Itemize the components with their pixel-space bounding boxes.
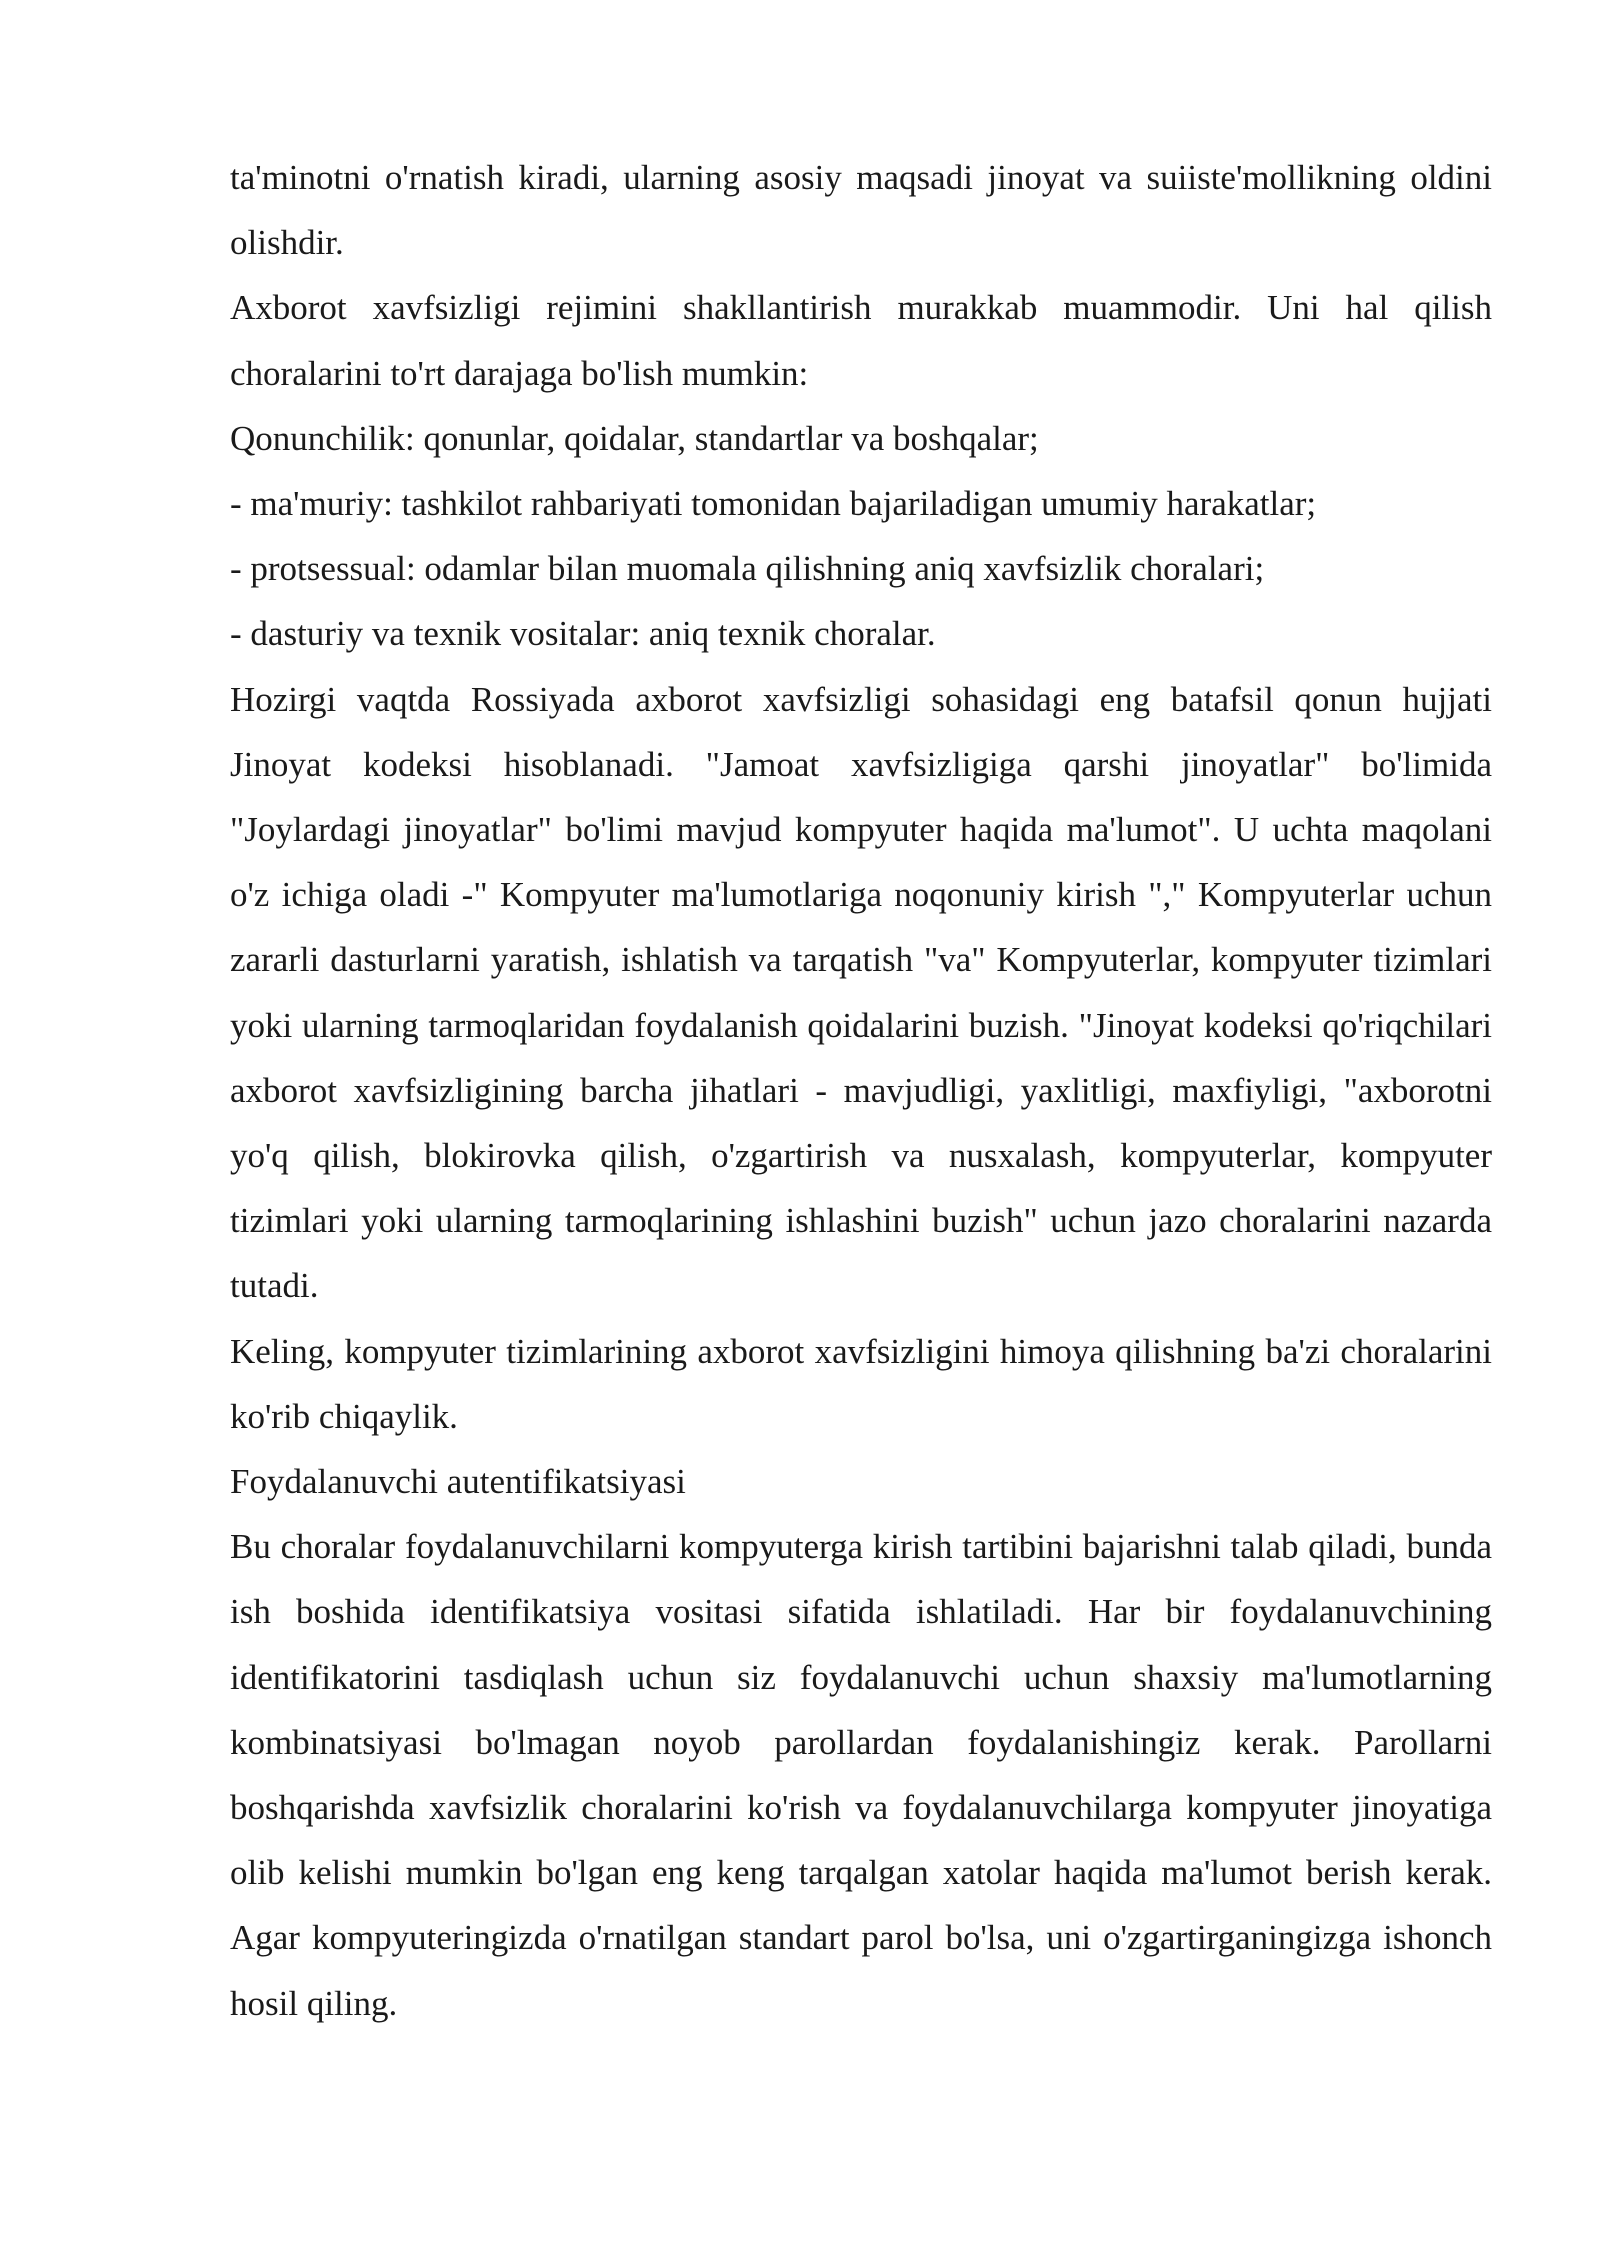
paragraph-security-regime: Axborot xavfsizligi rejimini shakllantirish murakkab muammodir. Uni hal qilish choralarini to'rt darajaga bo'lish mumkin: xyxy=(230,288,1492,393)
paragraph-intro-continuation: ta'minotni o'rnatish kiradi, ularning asosiy maqsadi jinoyat va suiiste'mollikning oldini olishdir. xyxy=(230,158,1492,263)
section-heading-user-authentication: Foydalanuvchi autentifikatsiyasi xyxy=(230,1462,686,1502)
document-page xyxy=(230,145,1492,2036)
list-item-procedural: - protsessual: odamlar bilan muomala qilishning aniq xavfsizlik choralari; xyxy=(230,549,1265,589)
list-item-software-technical: - dasturiy va texnik vositalar: aniq texnik choralar. xyxy=(230,614,936,654)
list-item-administrative: - ma'muriy: tashkilot rahbariyati tomonidan bajariladigan umumiy harakatlar; xyxy=(230,484,1317,524)
paragraph-criminal-code: Hozirgi vaqtda Rossiyada axborot xavfsizligi sohasidagi eng batafsil qonun hujjati Jinoyat kodeksi hisoblanadi. "Jamoat xavfsizligiga qarshi jinoyatlar" bo'limida "Joylardagi jinoyatlar" bo'limi mavjud kompyuter haqida ma'lumot". U uchta maqolani o'z ichiga oladi -" Kompyuter ma'lumotlariga noqonuniy kirish "," Kompyuterlar uchun zararli dasturlarni yaratish, ishlatish va tarqatish "va" Kompyuterlar, kompyuter tizimlari yoki ularning tarmoqlaridan foydalanish qoidalarini buzish. "Jinoyat kodeksi qo'riqchilari axborot xavfsizligining barcha jihatlari - mavjudligi, yaxlitligi, maxfiyligi, "axborotni yo'q qilish, blokirovka qilish, o'zgartirish va nusxalash, kompyuterlar, kompyuter tizimlari yoki ularning tarmoqlarining ishlashini buzish" uchun jazo choralarini nazarda tutadi. xyxy=(230,679,1492,1306)
paragraph-authentication: Bu choralar foydalanuvchilarni kompyuterga kirish tartibini bajarishni talab qiladi, bunda ish boshida identifikatsiya vositasi sifatida ishlatiladi. Har bir foydalanuvchining identifikatorini tasdiqlash uchun siz foydalanuvchi uchun shaxsiy ma'lumotlarning kombinatsiyasi bo'lmagan noyob parollardan foydalanishingiz kerak. Parollarni boshqarishda xavfsizlik choralarini ko'rish va foydalanuvchilarga kompyuter jinoyatiga olib kelishi mumkin bo'lgan eng keng tarqalgan xatolar haqida ma'lumot berish kerak. Agar kompyuteringizda o'rnatilgan standart parol bo'lsa, uni o'zgartirganingizga ishonch hosil qiling. xyxy=(230,1527,1492,2023)
paragraph-measures-intro: Keling, kompyuter tizimlarining axborot xavfsizligini himoya qilishning ba'zi choralarini ko'rib chiqaylik. xyxy=(230,1331,1492,1436)
list-item-legislative: Qonunchilik: qonunlar, qoidalar, standartlar va boshqalar; xyxy=(230,418,1039,458)
